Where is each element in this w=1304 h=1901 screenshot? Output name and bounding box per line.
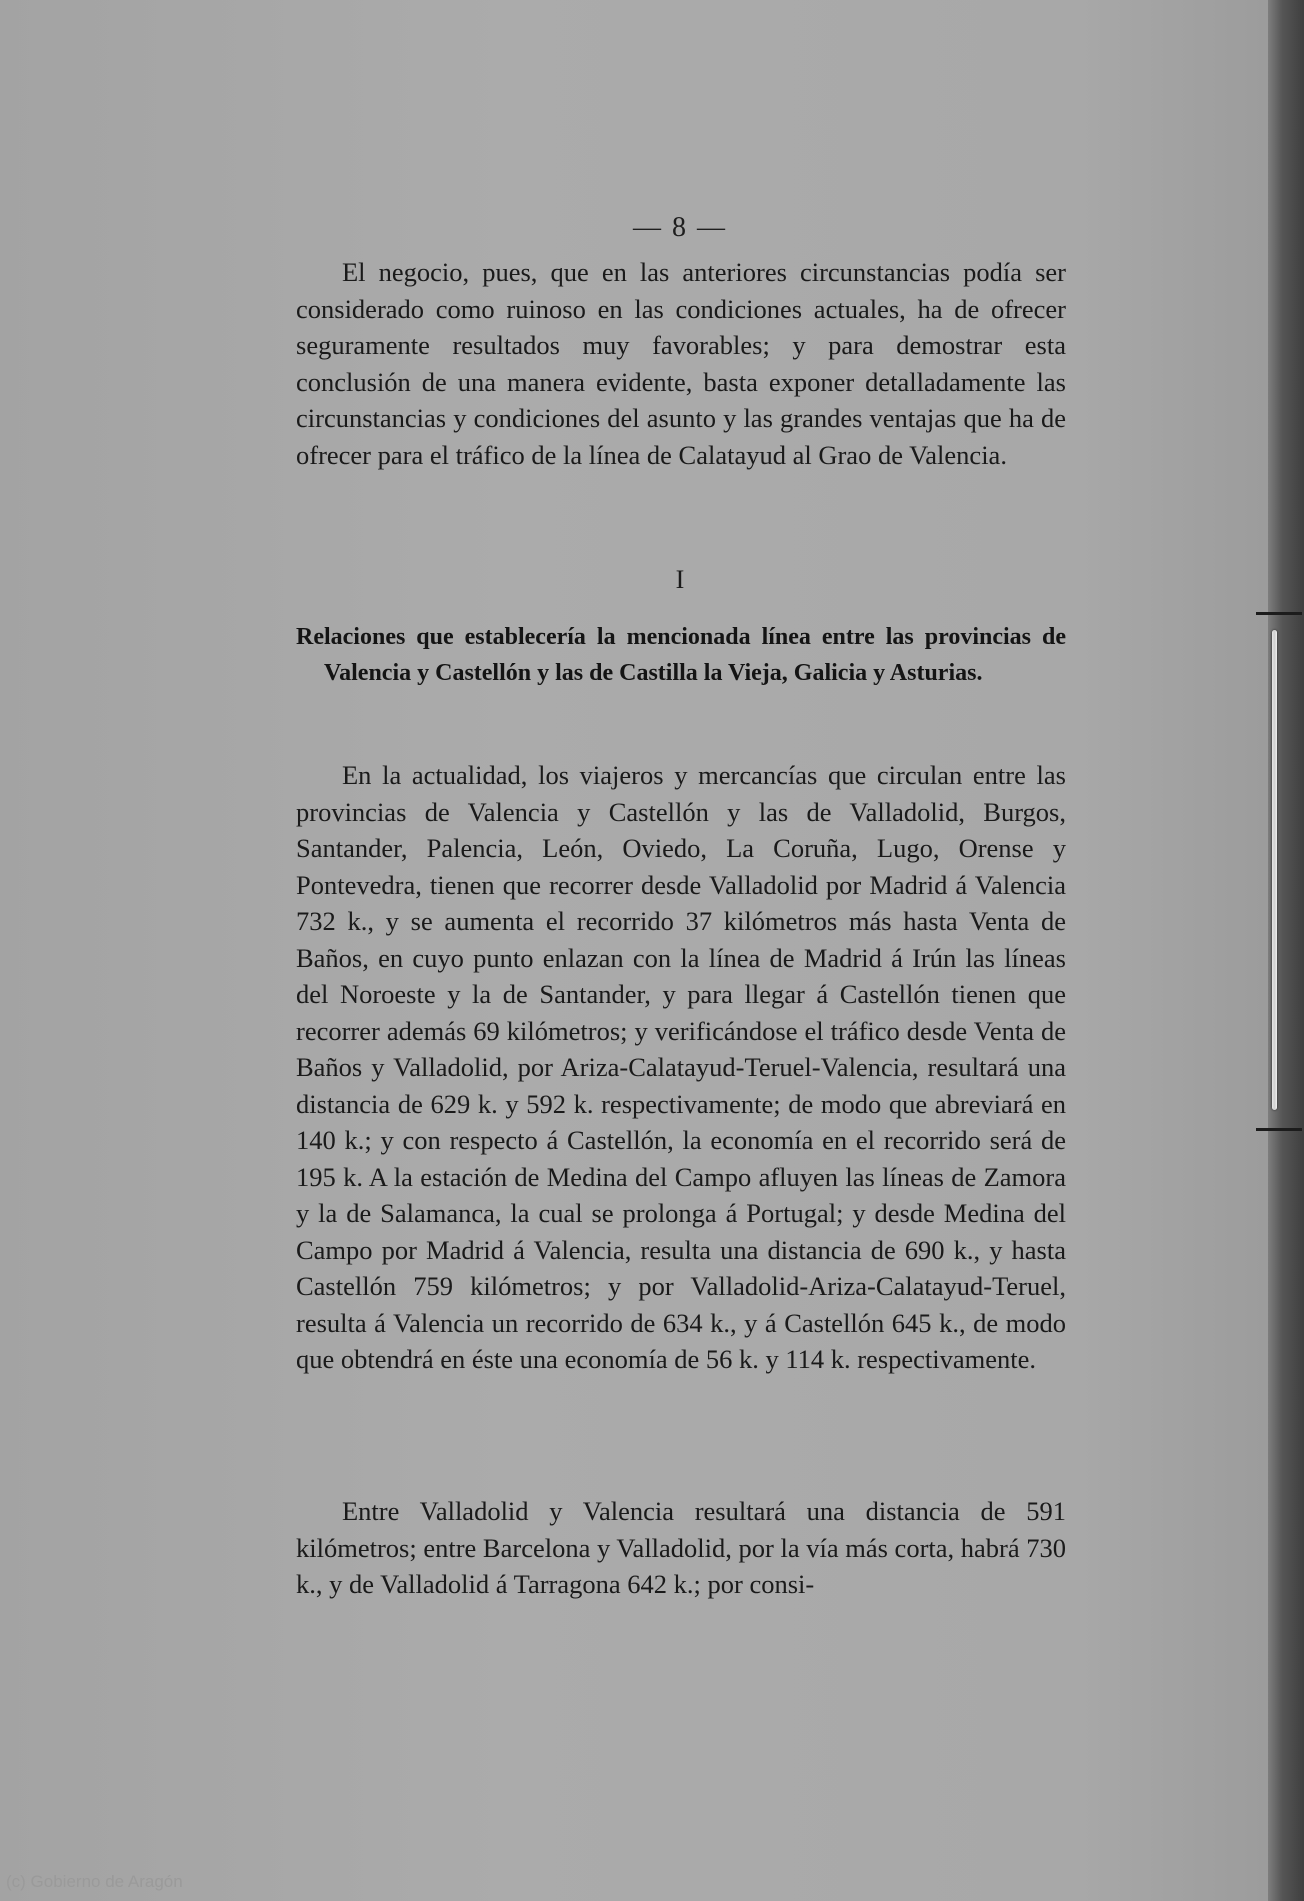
binding-knot-top [1256,612,1302,615]
intro-paragraph-block [296,254,1066,473]
binding-thread-icon [1270,612,1280,1132]
paragraph: En la actualidad, los viajeros y mercancías que circulan entre las provincias de Valencia y Castellón y las de Valladolid, Burgos, Santander, Palencia, León, Oviedo, La Coruña, Lugo, Orense y Pontevedra, tienen que recorrer desde Valladolid por Madrid á Valencia 732 k., y se aumenta el recorrido 37 kilómetros más hasta Venta de Baños, en cuyo punto enlazan con la línea de Madrid á Irún las líneas del Noroeste y la de Santander, y para llegar á Castellón tienen que recorrer además 69 kilómetros; y verificándose el tráfico desde Venta de Baños y Valladolid, por Ariza-Calatayud-Teruel-Valencia, resultará una distancia de 629 k. y 592 k. respectivamente; de modo que abreviará en 140 k.; y con respecto á Castellón, la economía en el recorrido será de 195 k. A la estación de Medina del Campo afluyen las líneas de Zamora y la de Salamanca, la cual se prolonga á Portugal; y desde Medina del Campo por Madrid á Valencia, resulta una distancia de 690 k., y hasta Castellón 759 kilómetros; y por Valladolid-Ariza-Calatayud-Teruel, resulta á Valencia un recorrido de 634 k., y á Castellón 645 k., de modo que obtendrá en éste una economía de 56 k. y 114 k. respectivamente. [296,760,1066,1374]
paragraph: Entre Valladolid y Valencia resultará una distancia de 591 kilómetros; entre Barcelona y Valladolid, por la vía más corta, habrá 730 k., y de Valladolid á Tarragona 642 k.; por consi- [296,1496,1066,1599]
page-number: — 8 — [633,212,727,243]
copyright-watermark: (c) Gobierno de Aragón [6,1872,183,1891]
body-paragraph-block [296,757,1066,1378]
binding-thread [1272,630,1277,1110]
closing-paragraph-block [296,1493,1066,1603]
binding-knot-bottom [1256,1128,1302,1131]
section-numeral: I [675,565,685,594]
section-heading: Relaciones que establecería la mencionada línea entre las provincias de Valencia y Castellón y las de Castilla la Vieja, Galicia y Asturias. [296,624,1066,686]
paragraph: El negocio, pues, que en las anteriores circunstancias podía ser considerado como ruinoso en las condiciones actuales, ha de ofrecer seguramente resultados muy favorables; y para demostrar esta conclusión de una manera evidente, basta exponer detalladamente las circunstancias y condiciones del asunto y las grandes ventajas que ha de ofrecer para el tráfico de la línea de Calatayud al Grao de Valencia. [296,257,1066,470]
